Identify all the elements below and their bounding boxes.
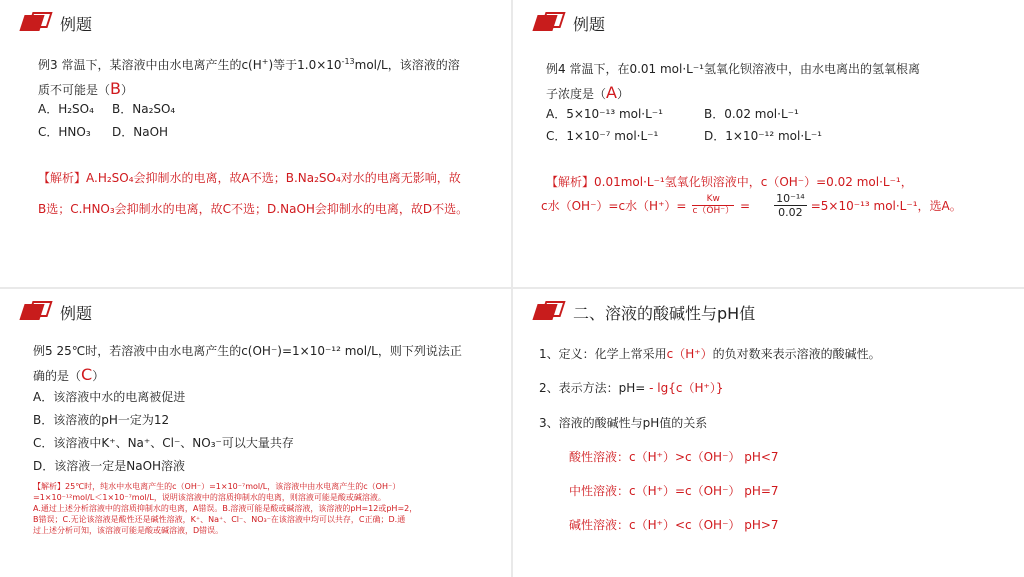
option-b: B．该溶液的pH一定为12: [33, 413, 170, 427]
definition-item: 1、定义：化学上常采用c（H⁺）的负对数来表示溶液的酸碱性。: [539, 347, 881, 361]
analysis-line-2: c水（OH⁻）=c水（H⁺）= $\frac{Kw}{c(OH^-)}$ = $\frac{\text{10⁻¹⁴}}{0.02}$ =5×10⁻¹³ mol·L⁻¹，选A。: [541, 192, 962, 219]
answer-letter: C: [81, 365, 93, 384]
panel-example-5: [0, 289, 511, 577]
option-a: A．5×10⁻¹³ mol·L⁻¹: [546, 107, 663, 121]
option-d: D．该溶液一定是NaOH溶液: [33, 459, 186, 473]
option-d: D．NaOH: [112, 125, 169, 139]
panel-header: [533, 10, 605, 36]
option-c: C．HNO₃: [38, 125, 91, 139]
panel-header: [20, 10, 92, 36]
analysis-line-1: 【解析】0.01mol·L⁻¹氢氧化钡溶液中，c（OH⁻）=0.02 mol·L⁻¹，: [546, 175, 913, 189]
option-b: B．0.02 mol·L⁻¹: [704, 107, 799, 121]
neutral-row: 中性溶液：c（H⁺）=c（OH⁻） pH=7: [569, 484, 779, 498]
option-a: A．该溶液中水的电离被促进: [33, 390, 186, 404]
logo-icon: [533, 12, 561, 34]
panel-example-3: [0, 0, 511, 287]
question-text: 例5 25℃时，若溶液中由水电离产生的c(OH⁻)=1×10⁻¹² mol/L，则下列说法正 确的是（C）: [33, 344, 462, 384]
analysis-line-2: B选；C.HNO₃会抑制水的电离，故C不选；D.NaOH会抑制水的电离，故D不选。: [38, 202, 469, 216]
option-d: D．1×10⁻¹² mol·L⁻¹: [704, 129, 822, 143]
option-a: A．H₂SO₄: [38, 102, 94, 116]
answer-letter: A: [606, 83, 617, 102]
logo-icon: [20, 301, 48, 323]
analysis-block: 【解析】25℃时，纯水中水电离产生的c（OH⁻）=1×10⁻⁷mol/L，该溶液中由水电离产生的c（OH⁻） =1×10⁻¹²mol/L＜1×10⁻⁷mol/L，说明该溶液中的溶质抑制水的电离，则溶液可能是酸或碱溶液。 A.通过上述分析溶液中的溶质抑制水的电离，A错误。B.溶液可能是酸或碱溶液，该溶液的pH=12或pH=2， B错误；C.无论该溶液是酸性还是碱性溶液，K⁺、Na⁺、Cl⁻、NO₃⁻在该溶液中均可以共存，C正确；D.通 过上述分析可知，该溶液可能是酸或碱溶液，D错误。: [33, 482, 418, 535]
panel-title: 例题: [60, 303, 93, 323]
fraction-kw: $\frac{Kw}{c(OH^-)}$: [692, 194, 735, 216]
panel-example-4: [513, 0, 1024, 287]
option-b: B．Na₂SO₄: [112, 102, 176, 116]
panel-header: [20, 299, 92, 325]
logo-icon: [533, 301, 561, 323]
panel-title: 例题: [573, 14, 606, 34]
question-text: 例3 常温下，某溶液中由水电离产生的c(H+)等于$1.0\times 10^{-13}mol/L$，该溶液的溶 质不可能是（B）: [38, 57, 460, 98]
logo-icon: [20, 12, 48, 34]
fraction-value: $\frac{\text{10⁻¹⁴}}{0.02}$: [776, 192, 805, 219]
acidic-row: 酸性溶液：c（H⁺）>c（OH⁻） pH<7: [569, 450, 779, 464]
question-text: 例4 常温下，在0.01 mol·L⁻¹氢氧化钡溶液中，由水电离出的氢氧根离 子浓度是（A）: [546, 62, 920, 102]
relation-item: 3、溶液的酸碱性与pH值的关系: [539, 416, 708, 430]
panel-title: 二、溶液的酸碱性与pH值: [573, 303, 756, 323]
answer-letter: B: [110, 79, 121, 98]
panel-title: 例题: [60, 14, 93, 34]
analysis-line-1: 【解析】A.H₂SO₄会抑制水的电离，故A不选；B.Na₂SO₄对水的电离无影响，故: [38, 171, 461, 185]
option-c: C．1×10⁻⁷ mol·L⁻¹: [546, 129, 659, 143]
panel-header: [533, 299, 755, 325]
option-c: C．该溶液中K⁺、Na⁺、Cl⁻、NO₃⁻可以大量共存: [33, 436, 294, 450]
basic-row: 碱性溶液：c（H⁺）<c（OH⁻） pH>7: [569, 518, 779, 532]
formula-item: 2、表示方法：pH= - lg{c（H⁺）}: [539, 381, 724, 395]
panel-ph-section: [513, 289, 1024, 577]
